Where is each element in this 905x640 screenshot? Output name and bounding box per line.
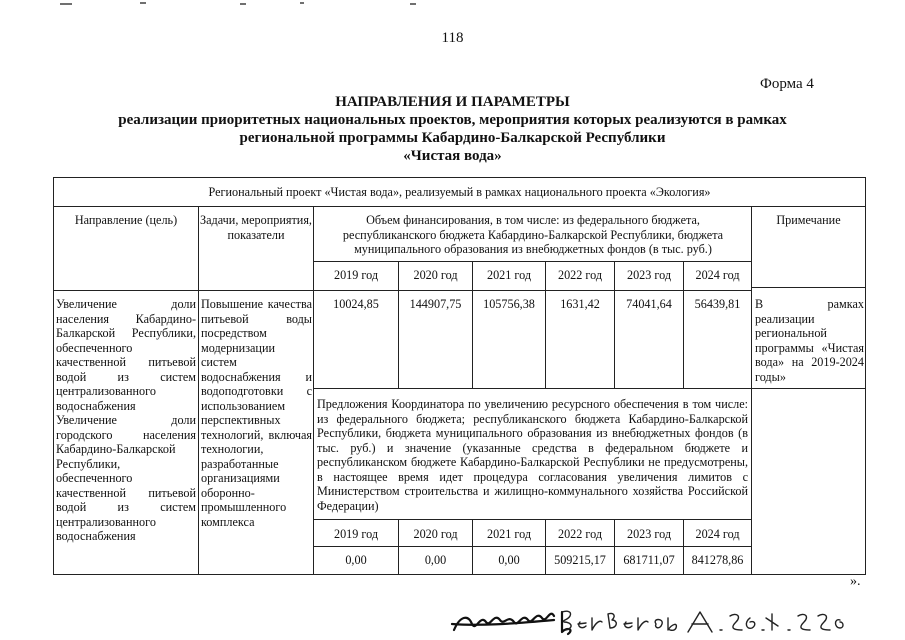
- year-cell: 2024 год: [695, 527, 740, 541]
- year-cell: 2019 год: [333, 268, 379, 282]
- value-cell: 0,00: [424, 553, 447, 567]
- handwritten-signature: [450, 604, 890, 636]
- closing-quote: ».: [850, 574, 861, 589]
- col-tasks-header: Задачи, мероприятия, показатели: [200, 213, 312, 242]
- title-line-3: региональной программы Кабардино-Балкарской Республики: [239, 130, 666, 146]
- value-cell: 0,00: [498, 553, 520, 567]
- year-cell: 2021 год: [486, 527, 532, 541]
- title-line-4: «Чистая вода»: [403, 148, 502, 164]
- value-cell: 74041,64: [626, 297, 672, 311]
- year-cell: 2024 год: [695, 268, 740, 282]
- value-cell: 144907,75: [409, 297, 462, 311]
- value-cell: 681711,07: [623, 553, 675, 567]
- year-cell: 2020 год: [413, 268, 458, 282]
- year-cell: 2022 год: [557, 527, 603, 541]
- year-cell: 2020 год: [413, 527, 458, 541]
- value-cell: 1631,42: [560, 297, 600, 311]
- year-cell: 2021 год: [486, 268, 532, 282]
- proposal-text: Предложения Координатора по увеличению ресурсного обеспечения в том числе: из федерального бюджета; республиканского бюджета Кабардино-Балкарской Республики, бюджета муниципального образования из внебюджетных фондов (в тыс. руб.) и значение (указанные средства в федеральном бюджете и республиканском бюджете Кабардино-Балкарской Республики не предусмотрены, в настоящее время идет процедура согласования увеличения лимитов с Министерством строительства и жилищно-коммунального хозяйства Российской Федерации): [317, 397, 748, 513]
- form-label: Форма 4: [760, 76, 814, 92]
- col-financing-header: Объем финансирования, в том числе: из федерального бюджета, республиканского бюджета Кабардино-Балкарской Республики, бюджета муниципального образования из внебюджетных фондов (в тыс. руб.): [342, 213, 724, 256]
- scan-edge-marks: [60, 0, 460, 8]
- title-line-2: реализации приоритетных национальных проектов, мероприятия которых реализуются в рамках: [118, 112, 787, 128]
- col-direction-header: Направление (цель): [74, 213, 178, 227]
- tasks-text: Повышение качества питьевой воды посредством модернизации систем водоснабжения и водоподготовки с использованием перспективных технологий, включая технологии, разработанные организациями оборонно-промышленного комплекса: [201, 297, 312, 529]
- col-note-header: Примечание: [776, 213, 841, 227]
- value-cell: 10024,85: [333, 297, 379, 311]
- year-cell: 2022 год: [557, 268, 603, 282]
- page-number: 118: [441, 30, 464, 46]
- value-cell: 56439,81: [694, 297, 741, 311]
- title-line-1: НАПРАВЛЕНИЯ И ПАРАМЕТРЫ: [335, 94, 570, 110]
- direction-text: Увеличение доли населения Кабардино-Балкарской Республики, обеспеченного качественной питьевой водой из систем централизованного водоснабжения Увеличение доли городского населения Кабардино-Балкарской Республики, обеспеченного качественной питьевой водой из систем централизованного водоснабжения: [56, 297, 196, 543]
- document-title: [0, 93, 905, 165]
- value-cell: 841278,86: [691, 553, 744, 567]
- value-cell: 509215,17: [554, 553, 606, 567]
- year-cell: 2023 год: [626, 268, 672, 282]
- value-cell: 0,00: [345, 553, 367, 567]
- value-cell: 105756,38: [483, 297, 535, 311]
- note-text: В рамках реализации региональной программы «Чистая вода» на 2019-2024 годы»: [755, 297, 864, 384]
- year-cell: 2019 год: [333, 527, 379, 541]
- project-header: Региональный проект «Чистая вода», реализуемый в рамках национального проекта «Экология»: [208, 185, 711, 199]
- year-cell: 2023 год: [626, 527, 672, 541]
